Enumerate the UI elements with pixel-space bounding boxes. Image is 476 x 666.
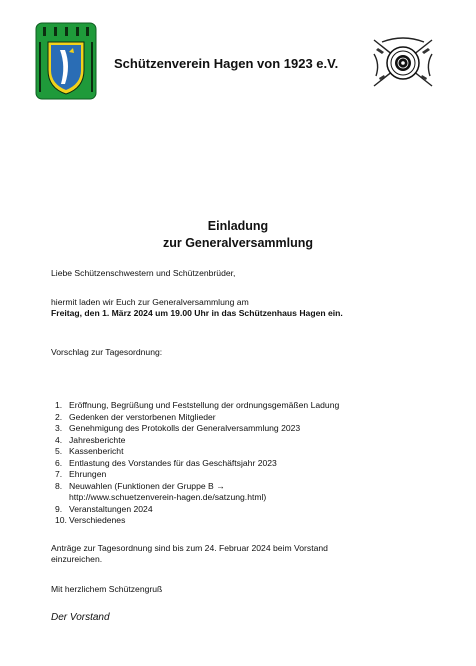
agenda-item: 3. Genehmigung des Protokolls der Generalversammlung 2023 [55, 423, 301, 433]
greeting: Liebe Schützenschwestern und Schützenbrüder, [51, 268, 236, 278]
intro-line-1: hiermit laden wir Euch zur Generalversammlung am [51, 297, 249, 307]
title-line-2: zur Generalversammlung [162, 236, 314, 250]
agenda-item: 10. Verschiedenes [55, 515, 126, 525]
deadline-paragraph [51, 543, 431, 565]
agenda-item: 9. Veranstaltungen 2024 [55, 503, 153, 514]
letterhead [0, 0, 476, 100]
agenda-item-text: Neuwahlen (Funktionen der Gruppe B → [69, 480, 225, 491]
satzung-link[interactable]: http://www.schuetzenverein-hagen.de/satzung.html) [69, 492, 267, 502]
agenda-item: 8. Neuwahlen (Funktionen der Gruppe B → http://www.schuetzenverein-hagen.de/satzung.html) [55, 480, 267, 502]
agenda-list [55, 400, 435, 527]
agenda-item: 6. Entlastung des Vorstandes für das Geschäftsjahr 2023 [55, 457, 277, 468]
agenda-item: 5. Kassenbericht [55, 446, 124, 456]
closing: Mit herzlichem Schützengruß [51, 584, 163, 594]
title-line-1: Einladung [207, 219, 269, 233]
agenda-item: 4. Jahresberichte [55, 434, 126, 445]
intro-line-2: Freitag, den 1. März 2024 um 19.00 Uhr in das Schützenhaus Hagen ein. [51, 308, 343, 318]
document-title [0, 218, 476, 252]
signature: Der Vorstand [51, 612, 110, 623]
agenda-item: 1. Eröffnung, Begrüßung und Feststellung der ordnungsgemäßen Ladung [55, 400, 340, 410]
intro-paragraph [51, 297, 431, 319]
deadline-line-1: Anträge zur Tagesordnung sind bis zum 24. Februar 2024 beim Vorstand [51, 543, 328, 553]
club-crest-icon [35, 22, 97, 100]
agenda-item: 2. Gedenken der verstorbenen Mitglieder [55, 411, 216, 422]
target-emblem-icon [370, 34, 436, 90]
deadline-line-2: einzureichen. [51, 554, 103, 564]
agenda-item: 7. Ehrungen [55, 469, 107, 479]
agenda-heading: Vorschlag zur Tagesordnung: [51, 347, 163, 357]
club-name: Schützenverein Hagen von 1923 e.V. [114, 56, 339, 71]
